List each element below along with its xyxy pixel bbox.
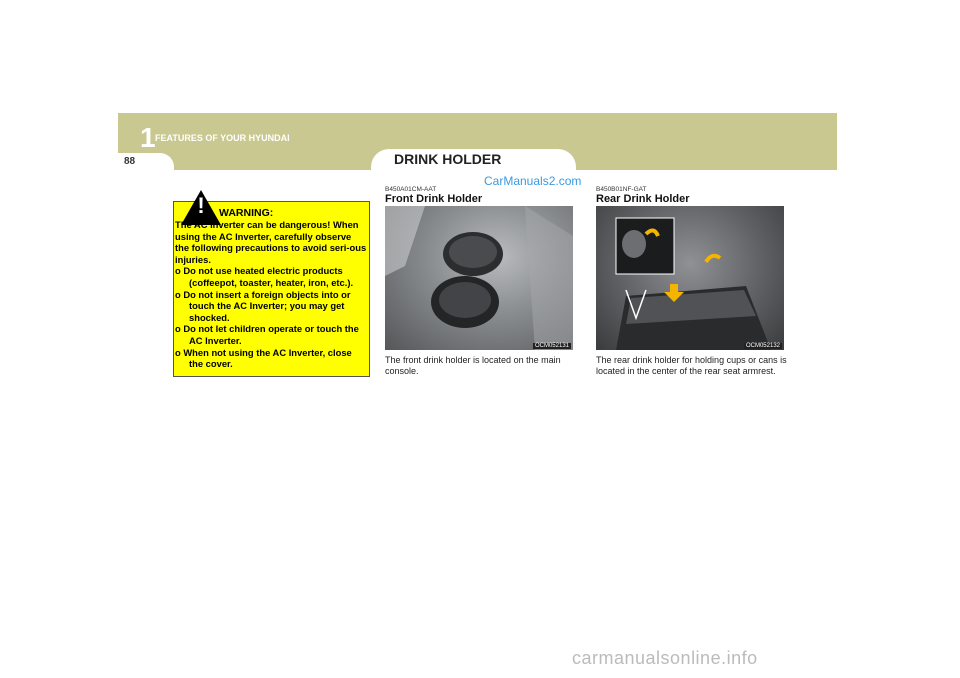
warning-item: o Do not use heated electric products (coffeepot, toaster, heater, iron, etc.).	[175, 265, 354, 288]
rear-image-caption: OCM052132	[745, 343, 780, 349]
rear-drink-holder-photo	[596, 206, 784, 350]
warning-item: o Do not insert a foreign objects into or touch the AC Inverter; you may get shocked.	[175, 288, 351, 323]
front-image-caption: OCM052131	[534, 343, 569, 349]
warning-symbol: !	[197, 193, 205, 218]
chapter-number: 1	[140, 122, 156, 153]
front-body: The front drink holder is located on the main console.	[385, 355, 561, 377]
warning-intro: The AC Inverter can be dangerous! When using the AC Inverter, carefully observe the following precautions to avoid seri-ous injuries.	[175, 219, 367, 265]
warning-heading: WARNING:	[219, 207, 274, 219]
front-photo-art	[385, 206, 573, 350]
footer-watermark: carmanualsonline.info	[572, 648, 758, 668]
watermark-link[interactable]: CarManuals2.com	[484, 174, 582, 188]
chapter-title: FEATURES OF YOUR HYUNDAI	[155, 133, 290, 143]
section-title: DRINK HOLDER	[394, 151, 502, 167]
warning-item: o Do not let children operate or touch the AC Inverter.	[175, 323, 359, 346]
rear-heading: Rear Drink Holder	[596, 193, 690, 205]
rear-body: The rear drink holder for holding cups or cans is located in the center of the rear seat armrest.	[596, 355, 787, 377]
front-code: B450A01CM-AAT	[385, 186, 437, 193]
warning-text	[175, 219, 367, 370]
page-number: 88	[124, 156, 136, 167]
warning-item: o When not using the AC Inverter, close the cover.	[175, 346, 352, 370]
front-heading: Front Drink Holder	[385, 193, 483, 205]
front-drink-holder-photo	[385, 206, 573, 350]
rear-code: B450B01NF-GAT	[596, 186, 647, 193]
rear-photo-art	[596, 206, 784, 350]
